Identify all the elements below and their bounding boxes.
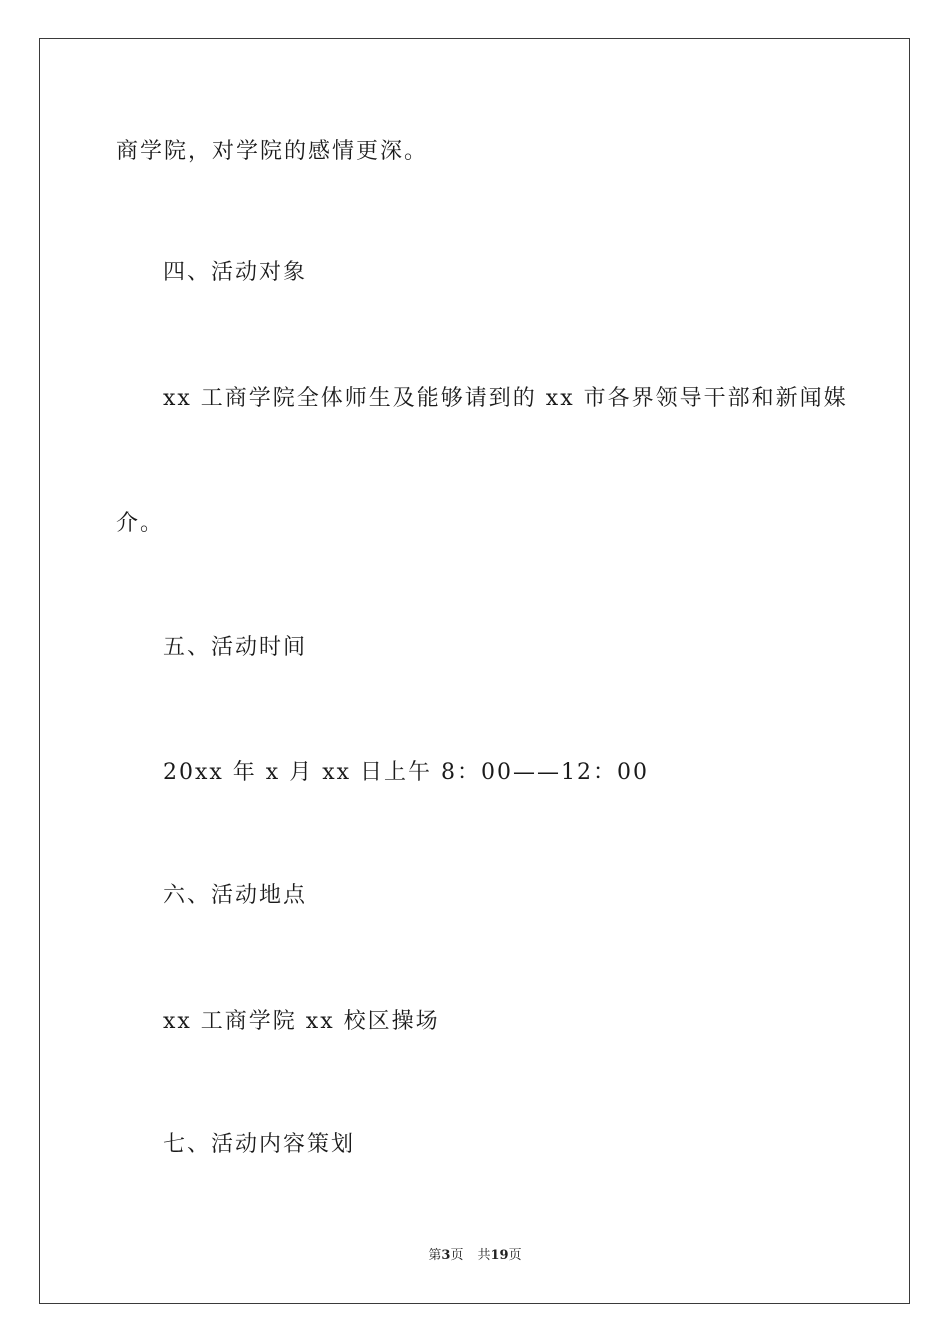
- paragraph-activity-time: 20xx 年 x 月 xx 日上午 8：00——12：00: [163, 760, 649, 785]
- section-heading-activity-time: 五、活动时间: [163, 635, 308, 660]
- page-footer: [0, 1247, 950, 1265]
- section-heading-activity-location: 六、活动地点: [163, 883, 308, 908]
- paragraph-continuation: 商学院，对学院的感情更深。: [116, 139, 429, 164]
- footer-total-prefix: 共: [477, 1248, 491, 1263]
- page-border: [39, 38, 910, 1304]
- section-heading-activity-target: 四、活动对象: [163, 260, 308, 285]
- paragraph-activity-target-continuation: 介。: [116, 511, 165, 536]
- section-heading-activity-content: 七、活动内容策划: [163, 1132, 356, 1157]
- footer-total-suffix: 页: [508, 1248, 522, 1263]
- footer-page-number: 3: [441, 1248, 451, 1263]
- paragraph-activity-target: xx 工商学院全体师生及能够请到的 xx 市各界领导干部和新闻媒: [163, 386, 848, 411]
- paragraph-activity-location: xx 工商学院 xx 校区操场: [163, 1009, 440, 1034]
- footer-total-number: 19: [490, 1248, 509, 1263]
- footer-page-prefix: 第: [428, 1248, 442, 1263]
- footer-page-suffix: 页: [450, 1248, 464, 1263]
